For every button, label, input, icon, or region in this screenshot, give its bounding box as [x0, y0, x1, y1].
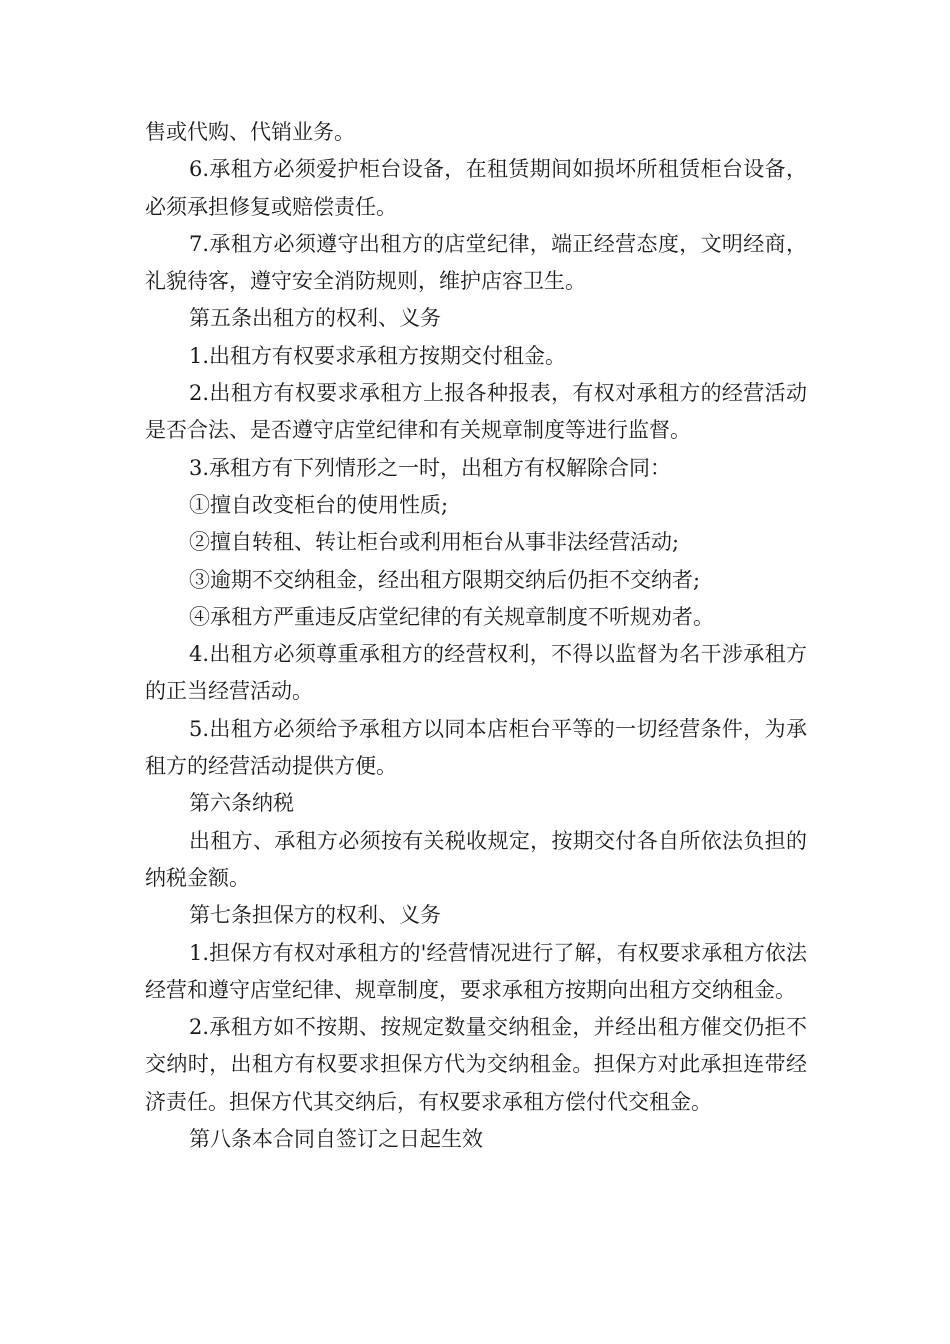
document-body	[145, 114, 807, 1158]
paragraph: 6.承租方必须爱护柜台设备，在租赁期间如损坏所租赁柜台设备，必须承担修复或赔偿责任。	[145, 157, 807, 219]
section-heading: 第五条出租方的权利、义务	[189, 306, 441, 331]
section-heading: 第八条本合同自签订之日起生效	[189, 1127, 483, 1152]
paragraph: 2.承租方如不按期、按规定数量交纳租金，并经出租方催交仍拒不交纳时，出租方有权要求担保方代为交纳租金。担保方对此承担连带经济责任。担保方代其交纳后，有权要求承租方偿付代交租金。	[145, 1015, 807, 1114]
paragraph: 1.担保方有权对承租方的'经营情况进行了解，有权要求承租方依法经营和遵守店堂纪律、规章制度，要求承租方按期向出租方交纳租金。	[145, 940, 807, 1002]
paragraph: 4.出租方必须尊重承租方的经营权利，不得以监督为名干涉承租方的正当经营活动。	[145, 642, 807, 704]
paragraph: 2.出租方有权要求承租方上报各种报表，有权对承租方的经营活动是否合法、是否遵守店堂纪律和有关规章制度等进行监督。	[145, 381, 807, 443]
paragraph: 售或代购、代销业务。	[145, 120, 355, 144]
list-item: ④承租方严重违反店堂纪律的有关规章制度不听规劝者。	[189, 604, 714, 629]
list-item: ③逾期不交纳租金，经出租方限期交纳后仍拒不交纳者;	[189, 567, 701, 592]
paragraph: 1.出租方有权要求承租方按期交付租金。	[189, 343, 567, 368]
paragraph: 3.承租方有下列情形之一时，出租方有权解除合同：	[189, 455, 672, 480]
section-heading: 第六条纳税	[189, 791, 294, 816]
paragraph: 5.出租方必须给予承租方以同本店柜台平等的一切经营条件，为承租方的经营活动提供方便。	[145, 716, 807, 779]
section-heading: 第七条担保方的权利、义务	[189, 903, 441, 928]
list-item: ②擅自转租、转让柜台或利用柜台从事非法经营活动;	[189, 530, 680, 555]
paragraph: 7.承租方必须遵守出租方的店堂纪律，端正经营态度，文明经商，礼貌待客，遵守安全消防规则，维护店容卫生。	[145, 231, 807, 294]
paragraph: 出租方、承租方必须按有关税收规定，按期交付各自所依法负担的纳税金额。	[145, 828, 807, 890]
list-item: ①擅自改变柜台的使用性质;	[189, 492, 449, 517]
